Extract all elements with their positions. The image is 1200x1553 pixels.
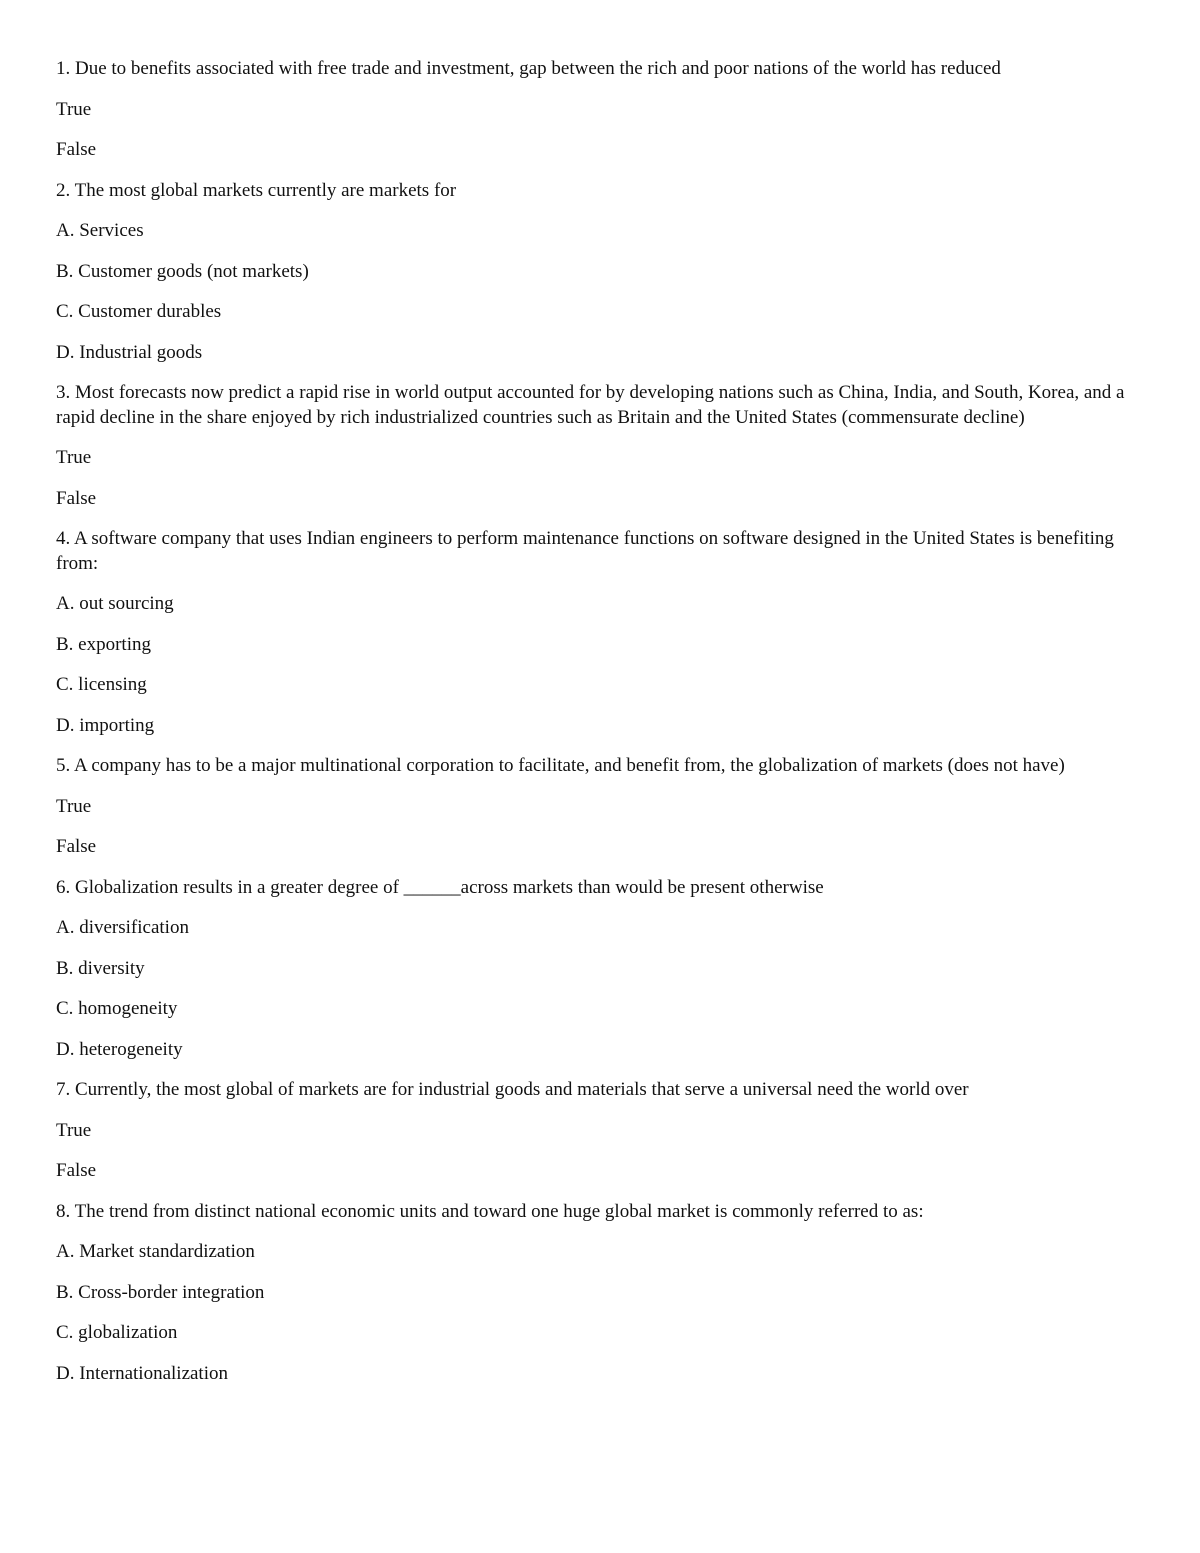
option-true: True (56, 447, 92, 468)
question-4 (56, 527, 1148, 738)
option-false: False (56, 836, 97, 857)
option-a: A. diversification (56, 917, 189, 938)
option-c: C. homogeneity (56, 998, 178, 1019)
option-true: True (56, 98, 92, 120)
option-b: B. Cross-border integration (56, 1281, 265, 1303)
option-true: True (56, 1119, 92, 1141)
question-1 (56, 57, 1148, 163)
question-text: 8. The trend from distinct national economic units and toward one huge global market is commonly referred to as: (56, 1200, 924, 1222)
option-d: D. Industrial goods (56, 341, 203, 363)
option-true: True (56, 795, 92, 817)
document-page (56, 57, 1148, 1386)
option-false: False (56, 487, 97, 509)
option-b: B. Customer goods (not markets) (56, 260, 309, 282)
question-text: 6. Globalization results in a greater degree of ______across markets than would be present otherwise (56, 876, 824, 898)
question-3 (56, 381, 1148, 511)
question-5 (56, 754, 1148, 860)
option-d: D. Internationalization (56, 1362, 228, 1384)
option-false: False (56, 139, 97, 160)
option-b: B. exporting (56, 633, 151, 655)
option-a: A. Services (56, 220, 144, 241)
option-d: D. heterogeneity (56, 1038, 183, 1060)
question-6 (56, 876, 1148, 1063)
option-d: D. importing (56, 714, 155, 736)
option-b: B. diversity (56, 957, 145, 979)
option-c: C. Customer durables (56, 301, 222, 322)
option-false: False (56, 1160, 97, 1181)
option-c: C. globalization (56, 1322, 178, 1343)
option-c: C. licensing (56, 674, 147, 695)
option-a: A. Market standardization (56, 1241, 255, 1262)
question-text: 7. Currently, the most global of markets are for industrial goods and materials that serve a universal need the world over (56, 1079, 969, 1100)
question-text: 5. A company has to be a major multinational corporation to facilitate, and benefit from, the globalization of markets (does not have) (56, 755, 1065, 776)
question-text: 2. The most global markets currently are markets for (56, 179, 457, 201)
question-8 (56, 1200, 1148, 1387)
option-a: A. out sourcing (56, 593, 174, 614)
question-text: 3. Most forecasts now predict a rapid rise in world output accounted for by developing nations such as China, India, and South, Korea, and a rapid decline in the share enjoyed by rich industrialized countries such as Britain and the United States (commensurate decline) (56, 382, 1125, 428)
question-text: 1. Due to benefits associated with free trade and investment, gap between the rich and poor nations of the world has reduced (56, 58, 1001, 79)
question-2 (56, 179, 1148, 366)
question-7 (56, 1078, 1148, 1184)
question-text: 4. A software company that uses Indian engineers to perform maintenance functions on software designed in the United States is benefiting from: (56, 528, 1114, 574)
